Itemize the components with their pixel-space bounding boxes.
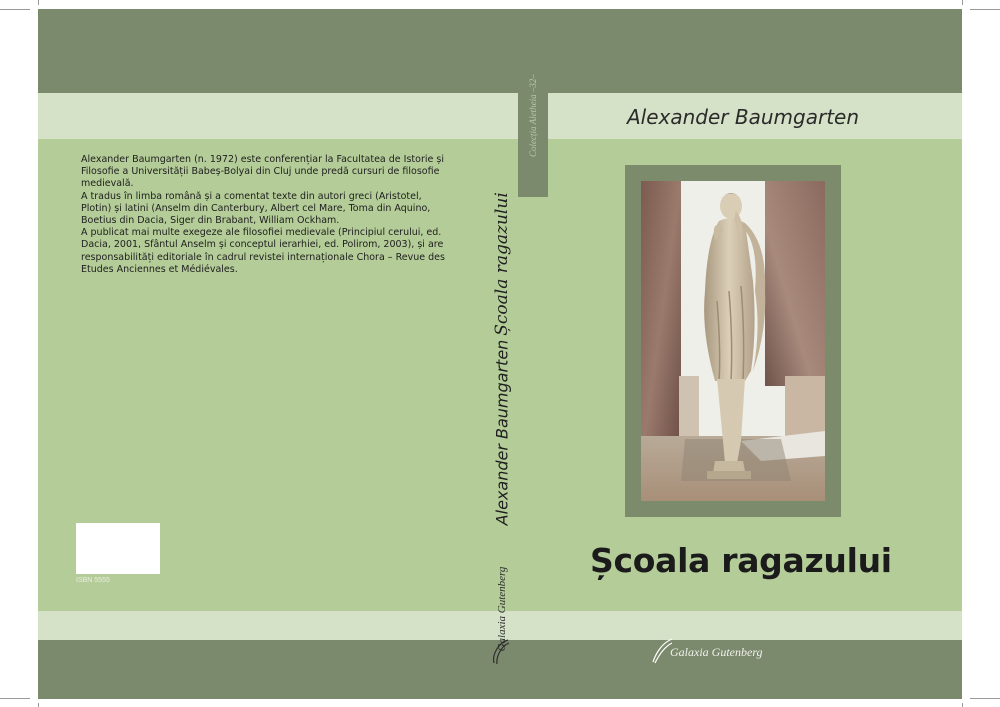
spine-author: Alexander Baumgarten xyxy=(492,339,512,526)
crop-mark xyxy=(0,9,30,10)
crop-mark xyxy=(970,698,1000,699)
crop-mark xyxy=(962,703,963,707)
bio-paragraph: Alexander Baumgarten (n. 1972) este conferențiar la Facultatea de Istorie și Filosofie a Universității Babeș-Bolyai din Cluj unde predă cursuri de filosofie medievală. xyxy=(81,154,444,190)
barcode-placeholder xyxy=(76,523,160,574)
crop-mark xyxy=(0,698,30,699)
crop-mark xyxy=(38,0,39,5)
author-bio xyxy=(81,154,447,276)
publisher-logo-icon xyxy=(490,637,512,667)
front-author: Alexander Baumgarten xyxy=(627,105,860,129)
isbn-label: ISBN 5555 xyxy=(76,577,110,584)
crop-mark xyxy=(962,0,963,5)
spine-publisher: Galaxia Gutenberg xyxy=(496,566,508,652)
cover-photo-frame xyxy=(625,165,841,517)
front-publisher: Galaxia Gutenberg xyxy=(670,645,763,659)
crop-mark xyxy=(38,703,39,707)
spine-text-column xyxy=(492,9,522,699)
crop-mark xyxy=(970,9,1000,10)
spine-series-label: Colecția Aletheia –32– xyxy=(528,74,538,157)
statue-photo xyxy=(641,181,825,501)
spine-series-tab xyxy=(518,72,548,197)
spine-title: Școala ragazului xyxy=(492,192,512,336)
bio-paragraph: A publicat mai multe exegeze ale filosofiei medievale (Principiul cerului, ed. Dacia, 2001, Sfântul Anselm și conceptul ierarhiei, ed. Polirom, 2003), și are responsabilități editoriale în cadrul revistei internaționale Chora – Revue des Etudes Anciennes et Médiévales. xyxy=(81,227,445,275)
book-cover xyxy=(38,9,962,699)
front-title: Școala ragazului xyxy=(590,541,892,580)
statue-image xyxy=(641,181,825,501)
bio-paragraph: A tradus în limba română și a comentat texte din autori greci (Aristotel, Plotin) și latini (Anselm din Canterbury, Albert cel Mare, Toma din Aquino, Boetius din Dacia, Siger din Brabant, William Ockham. xyxy=(81,190,431,227)
